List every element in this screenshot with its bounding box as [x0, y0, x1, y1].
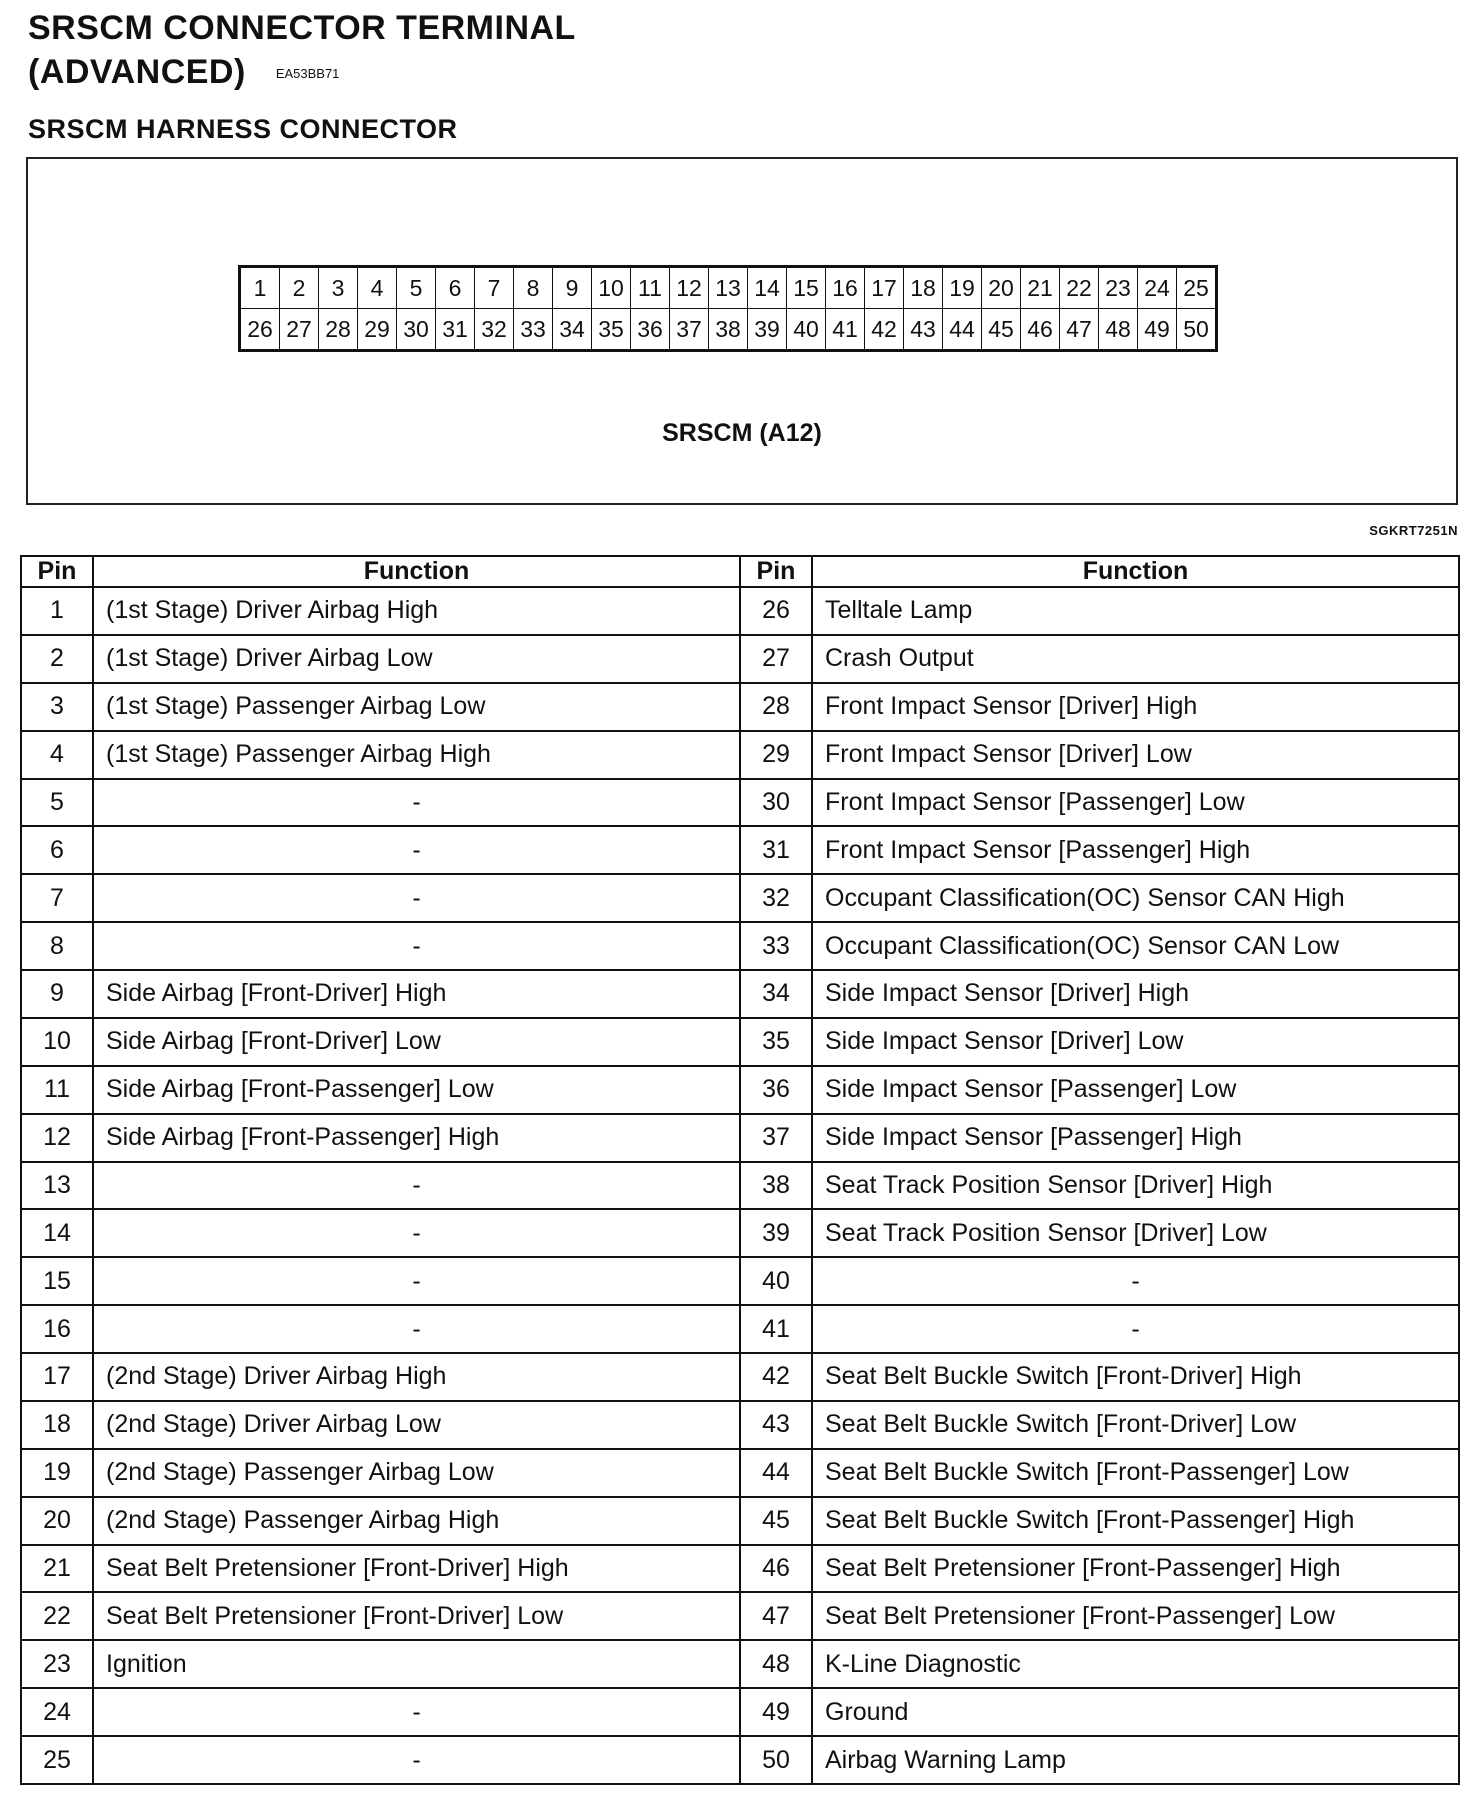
connector-pin-cell: 1: [240, 267, 280, 309]
table-row: [21, 1305, 1459, 1353]
pin-cell: 36: [740, 1066, 812, 1114]
connector-row-top: [240, 267, 1217, 309]
function-cell: -: [93, 1162, 740, 1210]
connector-pin-cell: 9: [553, 267, 592, 309]
connector-pin-cell: 16: [826, 267, 865, 309]
pin-cell: 37: [740, 1114, 812, 1162]
pin-cell: 27: [740, 635, 812, 683]
function-cell: Seat Track Position Sensor [Driver] Low: [812, 1209, 1459, 1257]
function-cell: Side Impact Sensor [Passenger] High: [812, 1114, 1459, 1162]
connector-pin-cell: 14: [748, 267, 787, 309]
connector-pin-cell: 12: [670, 267, 709, 309]
function-cell: (2nd Stage) Driver Airbag Low: [93, 1401, 740, 1449]
function-cell: Side Impact Sensor [Passenger] Low: [812, 1066, 1459, 1114]
document-code: EA53BB71: [275, 66, 340, 82]
function-cell: Side Airbag [Front-Driver] High: [93, 970, 740, 1018]
pin-cell: 49: [740, 1688, 812, 1736]
table-row: [21, 1736, 1459, 1784]
connector-pin-cell: 8: [514, 267, 553, 309]
pin-cell: 41: [740, 1305, 812, 1353]
pin-cell: 16: [21, 1305, 93, 1353]
title-line-1: SRSCM CONNECTOR TERMINAL: [28, 9, 576, 47]
table-row: [21, 1114, 1459, 1162]
table-row: [21, 1545, 1459, 1593]
function-cell: (2nd Stage) Passenger Airbag High: [93, 1497, 740, 1545]
connector-diagram: [26, 157, 1458, 505]
connector-pin-cell: 18: [904, 267, 943, 309]
connector-pin-cell: 46: [1021, 309, 1060, 351]
table-row: [21, 779, 1459, 827]
connector-pin-cell: 45: [982, 309, 1021, 351]
table-row: [21, 635, 1459, 683]
pin-cell: 17: [21, 1353, 93, 1401]
connector-pin-cell: 32: [475, 309, 514, 351]
pin-cell: 19: [21, 1449, 93, 1497]
function-cell: Side Airbag [Front-Passenger] Low: [93, 1066, 740, 1114]
function-cell: Side Airbag [Front-Driver] Low: [93, 1018, 740, 1066]
pin-cell: 3: [21, 683, 93, 731]
table-row: [21, 731, 1459, 779]
function-cell: -: [812, 1305, 1459, 1353]
pin-cell: 44: [740, 1449, 812, 1497]
connector-pin-cell: 24: [1138, 267, 1177, 309]
pin-cell: 50: [740, 1736, 812, 1784]
connector-pin-cell: 31: [436, 309, 475, 351]
table-row: [21, 1066, 1459, 1114]
pin-cell: 32: [740, 874, 812, 922]
function-cell: Ground: [812, 1688, 1459, 1736]
connector-pin-cell: 3: [319, 267, 358, 309]
connector-pin-cell: 50: [1177, 309, 1217, 351]
table-row: [21, 970, 1459, 1018]
pin-cell: 29: [740, 731, 812, 779]
connector-pin-cell: 10: [592, 267, 631, 309]
table-row: [21, 683, 1459, 731]
function-cell: Seat Track Position Sensor [Driver] High: [812, 1162, 1459, 1210]
connector-pin-cell: 20: [982, 267, 1021, 309]
table-row: [21, 922, 1459, 970]
pin-cell: 10: [21, 1018, 93, 1066]
pin-cell: 7: [21, 874, 93, 922]
header-function-left: Function: [93, 556, 740, 587]
connector-pin-cell: 33: [514, 309, 553, 351]
header-pin-left: Pin: [21, 556, 93, 587]
function-cell: Telltale Lamp: [812, 587, 1459, 635]
pin-cell: 4: [21, 731, 93, 779]
table-row: [21, 1353, 1459, 1401]
function-cell: Seat Belt Pretensioner [Front-Driver] Low: [93, 1592, 740, 1640]
function-cell: -: [93, 826, 740, 874]
connector-pin-cell: 40: [787, 309, 826, 351]
pin-cell: 1: [21, 587, 93, 635]
connector-pin-cell: 29: [358, 309, 397, 351]
connector-pin-cell: 43: [904, 309, 943, 351]
pin-cell: 47: [740, 1592, 812, 1640]
function-cell: (1st Stage) Driver Airbag High: [93, 587, 740, 635]
function-cell: -: [93, 1736, 740, 1784]
table-row: [21, 1592, 1459, 1640]
function-cell: K-Line Diagnostic: [812, 1640, 1459, 1688]
connector-pin-cell: 15: [787, 267, 826, 309]
function-cell: Seat Belt Buckle Switch [Front-Passenger] High: [812, 1497, 1459, 1545]
section-heading: SRSCM HARNESS CONNECTOR: [28, 114, 458, 144]
function-cell: -: [93, 874, 740, 922]
function-cell: Front Impact Sensor [Passenger] Low: [812, 779, 1459, 827]
function-cell: Seat Belt Pretensioner [Front-Driver] High: [93, 1545, 740, 1593]
function-cell: (2nd Stage) Passenger Airbag Low: [93, 1449, 740, 1497]
function-cell: Crash Output: [812, 635, 1459, 683]
function-cell: Seat Belt Buckle Switch [Front-Driver] High: [812, 1353, 1459, 1401]
header-function-right: Function: [812, 556, 1459, 587]
function-cell: Seat Belt Pretensioner [Front-Passenger] High: [812, 1545, 1459, 1593]
pin-cell: 12: [21, 1114, 93, 1162]
pin-cell: 28: [740, 683, 812, 731]
connector-pin-cell: 13: [709, 267, 748, 309]
table-row: [21, 1497, 1459, 1545]
connector-pin-cell: 38: [709, 309, 748, 351]
pin-cell: 13: [21, 1162, 93, 1210]
function-cell: Side Airbag [Front-Passenger] High: [93, 1114, 740, 1162]
pin-cell: 33: [740, 922, 812, 970]
connector-pin-cell: 5: [397, 267, 436, 309]
pin-cell: 20: [21, 1497, 93, 1545]
pin-cell: 18: [21, 1401, 93, 1449]
function-cell: Ignition: [93, 1640, 740, 1688]
pin-cell: 43: [740, 1401, 812, 1449]
connector-pin-cell: 26: [240, 309, 280, 351]
table-row: [21, 1257, 1459, 1305]
connector-pin-cell: 23: [1099, 267, 1138, 309]
function-cell: (1st Stage) Passenger Airbag Low: [93, 683, 740, 731]
function-cell: Airbag Warning Lamp: [812, 1736, 1459, 1784]
pin-cell: 42: [740, 1353, 812, 1401]
function-cell: -: [93, 1257, 740, 1305]
function-cell: -: [812, 1257, 1459, 1305]
connector-pin-cell: 34: [553, 309, 592, 351]
connector-pin-cell: 22: [1060, 267, 1099, 309]
connector-pin-cell: 42: [865, 309, 904, 351]
connector-pin-cell: 6: [436, 267, 475, 309]
function-cell: Front Impact Sensor [Driver] Low: [812, 731, 1459, 779]
connector-pin-cell: 47: [1060, 309, 1099, 351]
connector-pin-cell: 7: [475, 267, 514, 309]
function-cell: -: [93, 779, 740, 827]
pin-function-table: [20, 555, 1460, 1785]
pin-cell: 9: [21, 970, 93, 1018]
function-cell: Front Impact Sensor [Passenger] High: [812, 826, 1459, 874]
pin-cell: 35: [740, 1018, 812, 1066]
pin-cell: 45: [740, 1497, 812, 1545]
connector-pin-cell: 37: [670, 309, 709, 351]
pin-cell: 2: [21, 635, 93, 683]
connector-pin-cell: 39: [748, 309, 787, 351]
function-cell: (2nd Stage) Driver Airbag High: [93, 1353, 740, 1401]
connector-pin-cell: 21: [1021, 267, 1060, 309]
connector-pin-cell: 36: [631, 309, 670, 351]
function-cell: -: [93, 1209, 740, 1257]
pin-cell: 46: [740, 1545, 812, 1593]
function-cell: Seat Belt Buckle Switch [Front-Driver] Low: [812, 1401, 1459, 1449]
table-row: [21, 1018, 1459, 1066]
connector-pin-cell: 49: [1138, 309, 1177, 351]
pin-cell: 48: [740, 1640, 812, 1688]
pin-cell: 8: [21, 922, 93, 970]
connector-pin-cell: 28: [319, 309, 358, 351]
connector-pin-cell: 17: [865, 267, 904, 309]
pin-cell: 30: [740, 779, 812, 827]
connector-pin-grid: [238, 265, 1218, 352]
pin-cell: 38: [740, 1162, 812, 1210]
function-cell: Seat Belt Buckle Switch [Front-Passenger] Low: [812, 1449, 1459, 1497]
pin-cell: 5: [21, 779, 93, 827]
pin-cell: 22: [21, 1592, 93, 1640]
table-row: [21, 874, 1459, 922]
connector-pin-cell: 19: [943, 267, 982, 309]
pin-cell: 26: [740, 587, 812, 635]
title-line-2: (ADVANCED): [28, 53, 246, 91]
connector-row-bottom: [240, 309, 1217, 351]
pin-cell: 25: [21, 1736, 93, 1784]
pin-cell: 23: [21, 1640, 93, 1688]
function-cell: Occupant Classification(OC) Sensor CAN High: [812, 874, 1459, 922]
table-header-row: [21, 556, 1459, 587]
function-cell: Side Impact Sensor [Driver] High: [812, 970, 1459, 1018]
connector-pin-cell: 4: [358, 267, 397, 309]
connector-pin-cell: 44: [943, 309, 982, 351]
table-row: [21, 587, 1459, 635]
connector-pin-cell: 35: [592, 309, 631, 351]
pin-cell: 39: [740, 1209, 812, 1257]
page-title: [28, 6, 576, 96]
connector-pin-cell: 27: [280, 309, 319, 351]
pin-cell: 40: [740, 1257, 812, 1305]
pin-cell: 21: [21, 1545, 93, 1593]
function-cell: -: [93, 922, 740, 970]
connector-pin-cell: 30: [397, 309, 436, 351]
table-row: [21, 1640, 1459, 1688]
table-row: [21, 1688, 1459, 1736]
pin-cell: 31: [740, 826, 812, 874]
connector-pin-cell: 2: [280, 267, 319, 309]
connector-pin-cell: 41: [826, 309, 865, 351]
connector-pin-cell: 25: [1177, 267, 1217, 309]
function-cell: Occupant Classification(OC) Sensor CAN Low: [812, 922, 1459, 970]
pin-cell: 11: [21, 1066, 93, 1114]
pin-cell: 24: [21, 1688, 93, 1736]
pin-cell: 14: [21, 1209, 93, 1257]
table-row: [21, 826, 1459, 874]
table-row: [21, 1162, 1459, 1210]
table-row: [21, 1209, 1459, 1257]
table-row: [21, 1449, 1459, 1497]
figure-code: SGKRT7251N: [1369, 523, 1458, 538]
pin-cell: 15: [21, 1257, 93, 1305]
connector-label: SRSCM (A12): [662, 419, 822, 447]
function-cell: Front Impact Sensor [Driver] High: [812, 683, 1459, 731]
function-cell: -: [93, 1688, 740, 1736]
table-row: [21, 1401, 1459, 1449]
pin-cell: 6: [21, 826, 93, 874]
header-pin-right: Pin: [740, 556, 812, 587]
function-cell: -: [93, 1305, 740, 1353]
function-cell: Seat Belt Pretensioner [Front-Passenger] Low: [812, 1592, 1459, 1640]
connector-pin-cell: 48: [1099, 309, 1138, 351]
pin-cell: 34: [740, 970, 812, 1018]
function-cell: (1st Stage) Passenger Airbag High: [93, 731, 740, 779]
function-cell: (1st Stage) Driver Airbag Low: [93, 635, 740, 683]
function-cell: Side Impact Sensor [Driver] Low: [812, 1018, 1459, 1066]
connector-pin-cell: 11: [631, 267, 670, 309]
